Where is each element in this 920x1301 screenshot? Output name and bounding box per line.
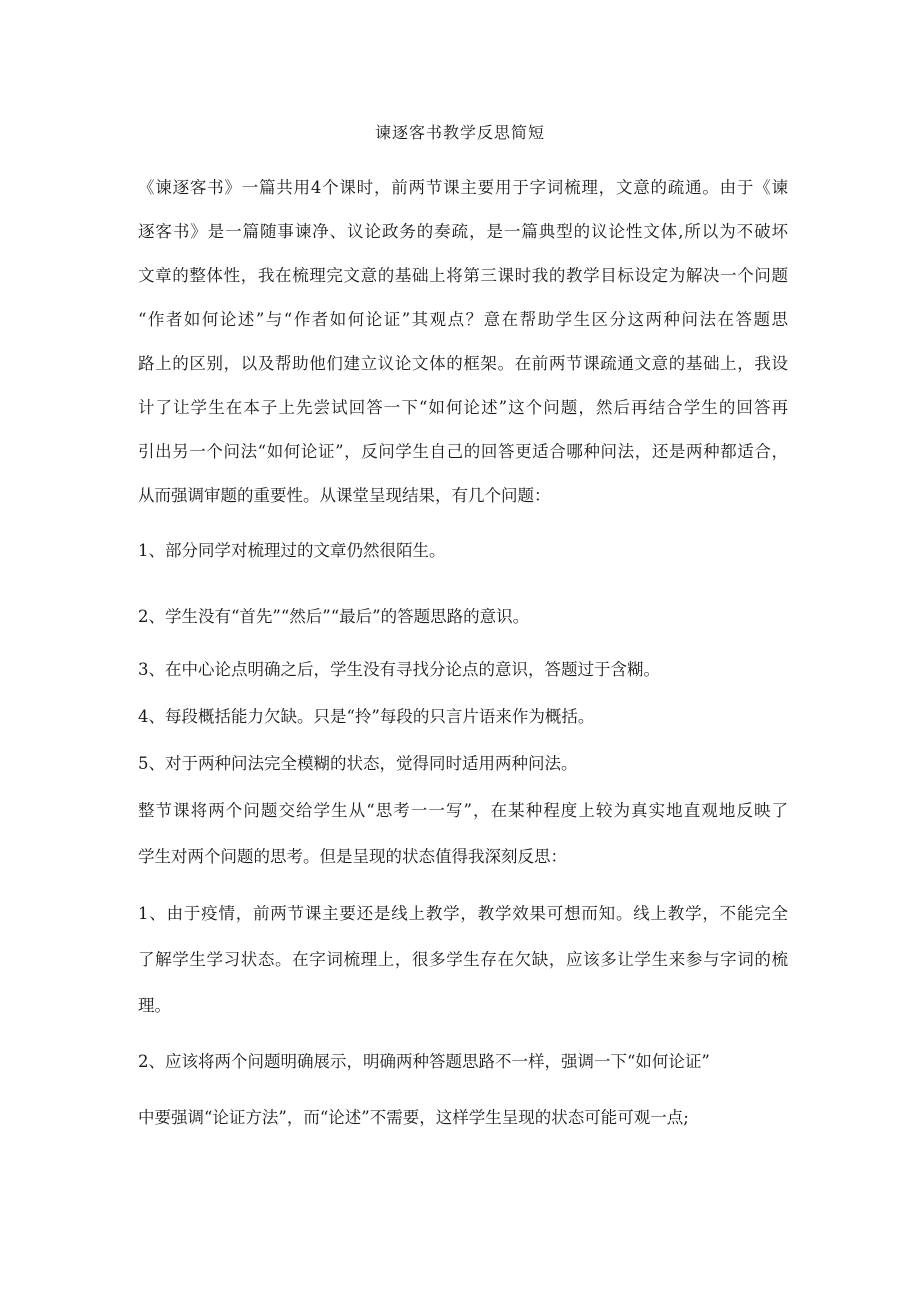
reflection-line: 了解学生学习状态。在字词梳理上，很多学生存在欠缺，应该多让学生来参与字词的梳 — [138, 950, 788, 969]
summary-line: 学生对两个问题的思考。但是呈现的状态值得我深刻反思： — [138, 847, 567, 866]
intro-line: 路上的区别，以及帮助他们建立议论文体的框架。在前两节课疏通文意的基础上，我设 — [138, 354, 788, 373]
intro-line: 文章的整体性，我在梳理完文意的基础上将第三课时我的教学目标设定为解决一个问题 — [138, 266, 788, 285]
reflection-line: 中要强调“论证方法”，而“论述”不需要，这样学生呈现的状态可能可观一点; — [138, 1108, 689, 1127]
intro-line: 计了让学生在本子上先尝试回答一下“如何论述”这个问题，然后再结合学生的回答再 — [138, 398, 788, 417]
problem-item: 1、部分同学对梳理过的文章仍然很陌生。 — [138, 541, 446, 560]
problem-item: 4、每段概括能力欠缺。只是“拎”每段的只言片语来作为概括。 — [138, 707, 595, 726]
intro-line: 引出另一个问法“如何论证”，反问学生自己的回答更适合哪种问法，还是两种都适合， — [138, 442, 788, 461]
intro-line: “作者如何论述”与“作者如何论证”其观点？意在帮助学生区分这两种问法在答题思 — [138, 310, 788, 329]
intro-line: 逐客书》是一篇随事谏净、议论政务的奏疏，是一篇典型的议论性文体,所以为不破坏 — [138, 222, 788, 241]
reflection-line: 1、由于疫情，前两节课主要还是线上教学，教学效果可想而知。线上教学，不能完全 — [138, 904, 788, 923]
problem-item: 5、对于两种问法完全模糊的状态，觉得同时适用两种问法。 — [138, 754, 578, 773]
document-title: 谏逐客书教学反思简短 — [374, 123, 545, 142]
problem-item: 2、学生没有“首先”“然后”“最后”的答题思路的意识。 — [138, 607, 530, 626]
problem-item: 3、在中心论点明确之后，学生没有寻找分论点的意识，答题过于含糊。 — [138, 660, 660, 679]
intro-line: 从而强调审题的重要性。从课堂呈现结果，有几个问题： — [138, 486, 551, 505]
intro-line: 《谏逐客书》一篇共用4个课时，前两节课主要用于字词梳理，文意的疏通。由于《谏 — [138, 178, 788, 197]
reflection-line: 理。 — [138, 996, 171, 1015]
summary-line: 整节课将两个问题交给学生从“思考一一写”，在某种程度上较为真实地直观地反映了 — [138, 801, 788, 820]
reflection-line: 2、应该将两个问题明确展示，明确两种答题思路不一样，强调一下“如何论证” — [138, 1052, 710, 1071]
